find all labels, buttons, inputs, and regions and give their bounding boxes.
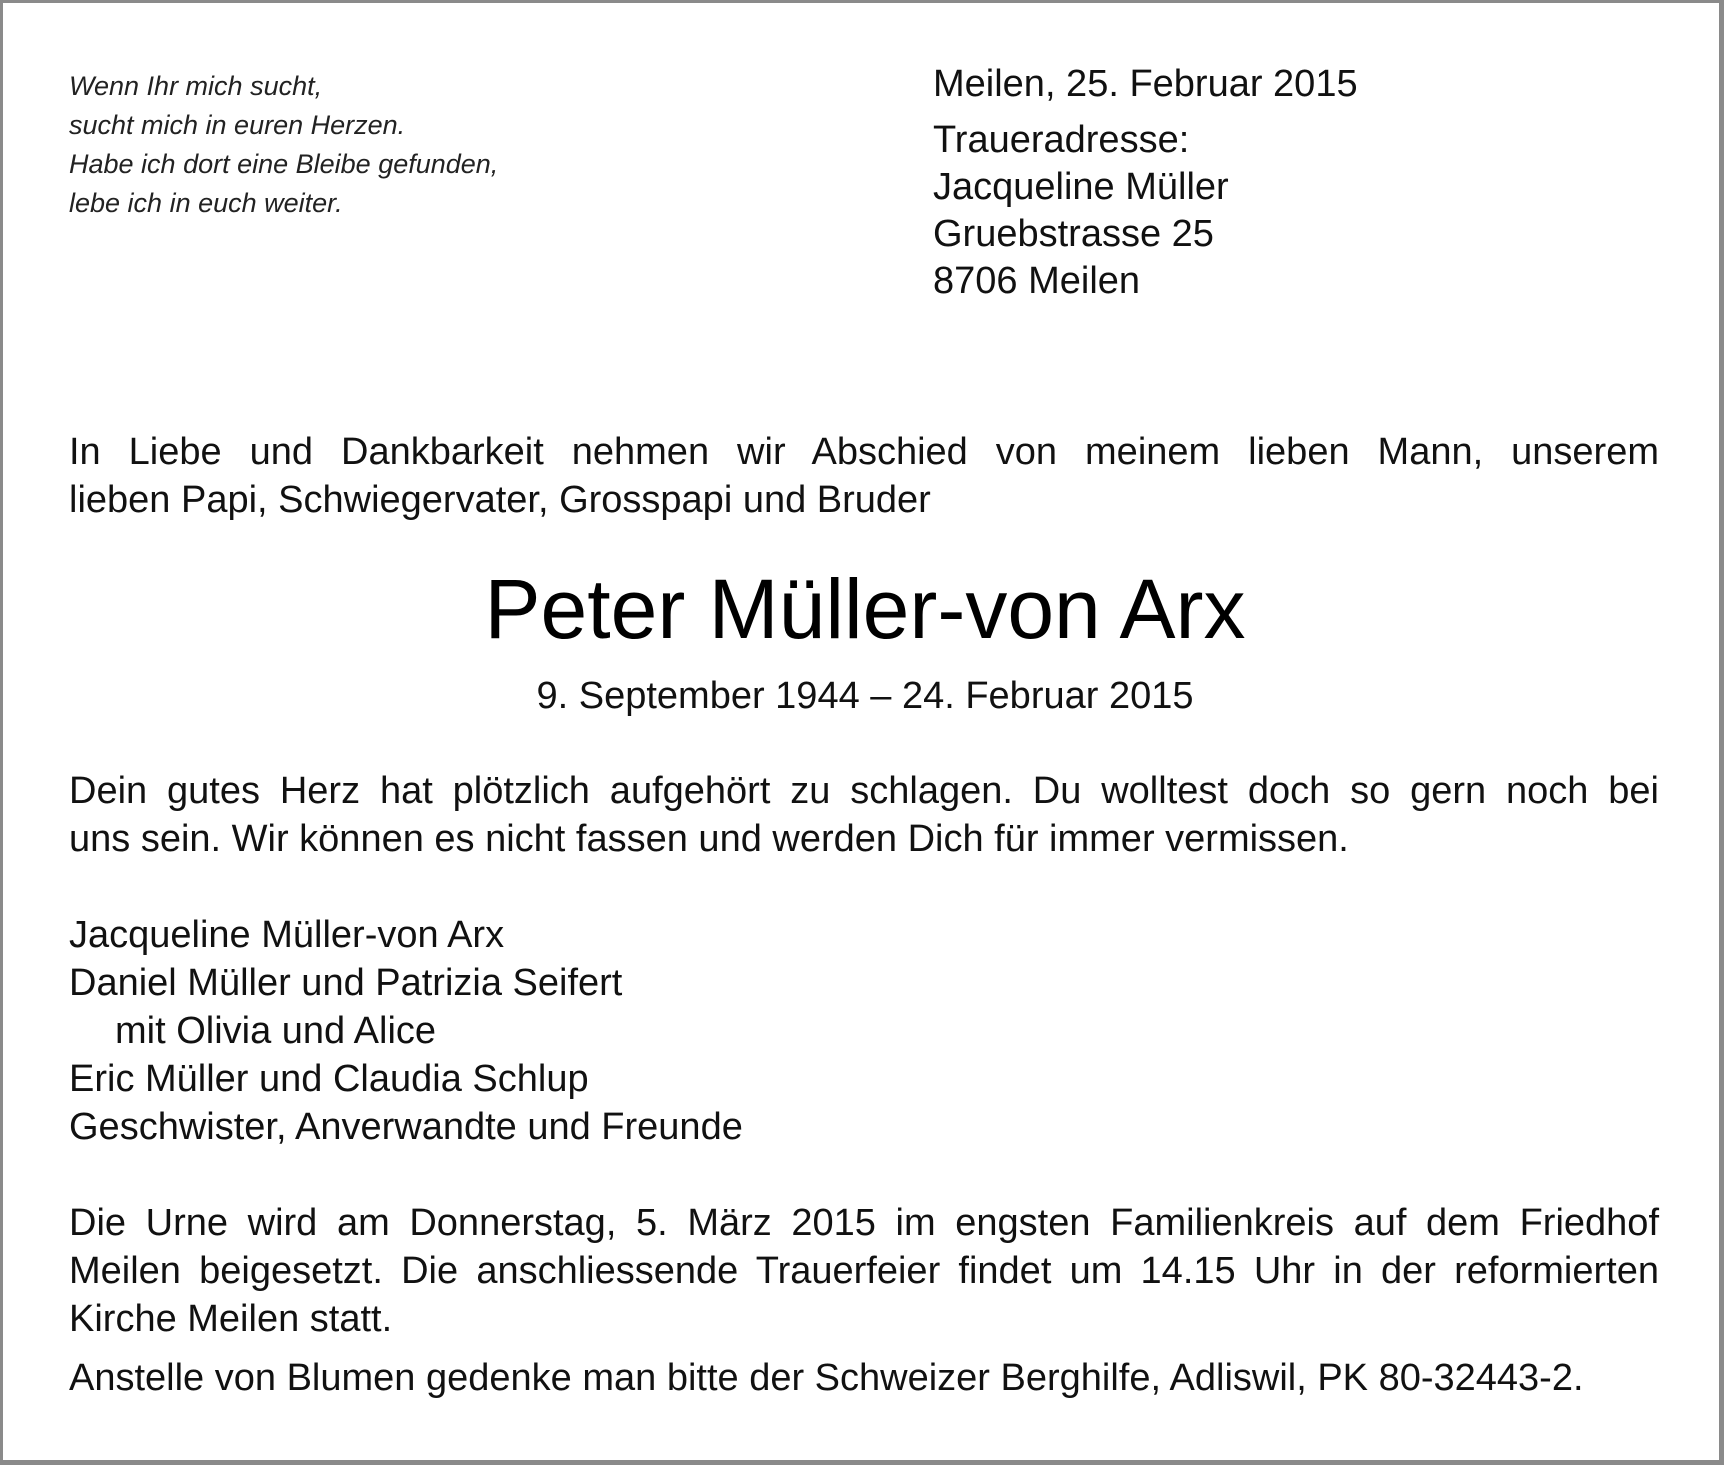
poem xyxy=(69,67,689,223)
family-member: mit Olivia und Alice xyxy=(115,1010,437,1052)
mourning-address-block xyxy=(933,61,1673,305)
address-name: Jacqueline Müller xyxy=(933,166,1229,208)
address-street: Gruebstrasse 25 xyxy=(933,213,1214,255)
poem-line: Habe ich dort eine Bleibe gefunden, xyxy=(69,149,499,179)
donation-note: Anstelle von Blumen gedenke man bitte der Schweizer Berghilfe, Adliswil, PK 80-32443-2. xyxy=(69,1357,1584,1399)
message-line: Dein gutes Herz hat plötzlich aufgehört zu schlagen. Du wolltest doch so gern noch bei xyxy=(69,770,1659,812)
burial-line: Meilen beigesetzt. Die anschliessende Trauerfeier findet um 14.15 Uhr in der reformierten xyxy=(69,1250,1659,1292)
intro-line: lieben Papi, Schwiegervater, Grosspapi und Bruder xyxy=(69,479,931,521)
family-member: Daniel Müller und Patrizia Seifert xyxy=(69,962,623,1004)
burial-paragraph xyxy=(69,1199,1659,1343)
address-city: 8706 Meilen xyxy=(933,260,1141,302)
family-list xyxy=(69,911,1169,1151)
family-member: Geschwister, Anverwandte und Freunde xyxy=(69,1106,743,1148)
intro-line: In Liebe und Dankbarkeit nehmen wir Abschied von meinem lieben Mann, unserem xyxy=(69,431,1659,473)
poem-line: lebe ich in euch weiter. xyxy=(69,188,343,218)
place-date: Meilen, 25. Februar 2015 xyxy=(933,63,1358,105)
family-member: Jacqueline Müller-von Arx xyxy=(69,914,505,956)
message-line: uns sein. Wir können es nicht fassen und werden Dich für immer vermissen. xyxy=(69,818,1349,860)
burial-line: Die Urne wird am Donnerstag, 5. März 2015 im engsten Familienkreis auf dem Friedhof xyxy=(69,1202,1659,1244)
message-paragraph xyxy=(69,767,1659,863)
deceased-name: Peter Müller-von Arx xyxy=(484,562,1246,656)
poem-line: Wenn Ihr mich sucht, xyxy=(69,71,323,101)
life-dates: 9. September 1944 – 24. Februar 2015 xyxy=(536,675,1194,717)
intro-paragraph xyxy=(69,428,1659,524)
poem-line: sucht mich in euren Herzen. xyxy=(69,110,406,140)
address-label: Traueradresse: xyxy=(933,119,1190,161)
burial-line: Kirche Meilen statt. xyxy=(69,1298,393,1340)
family-member: Eric Müller und Claudia Schlup xyxy=(69,1058,589,1100)
